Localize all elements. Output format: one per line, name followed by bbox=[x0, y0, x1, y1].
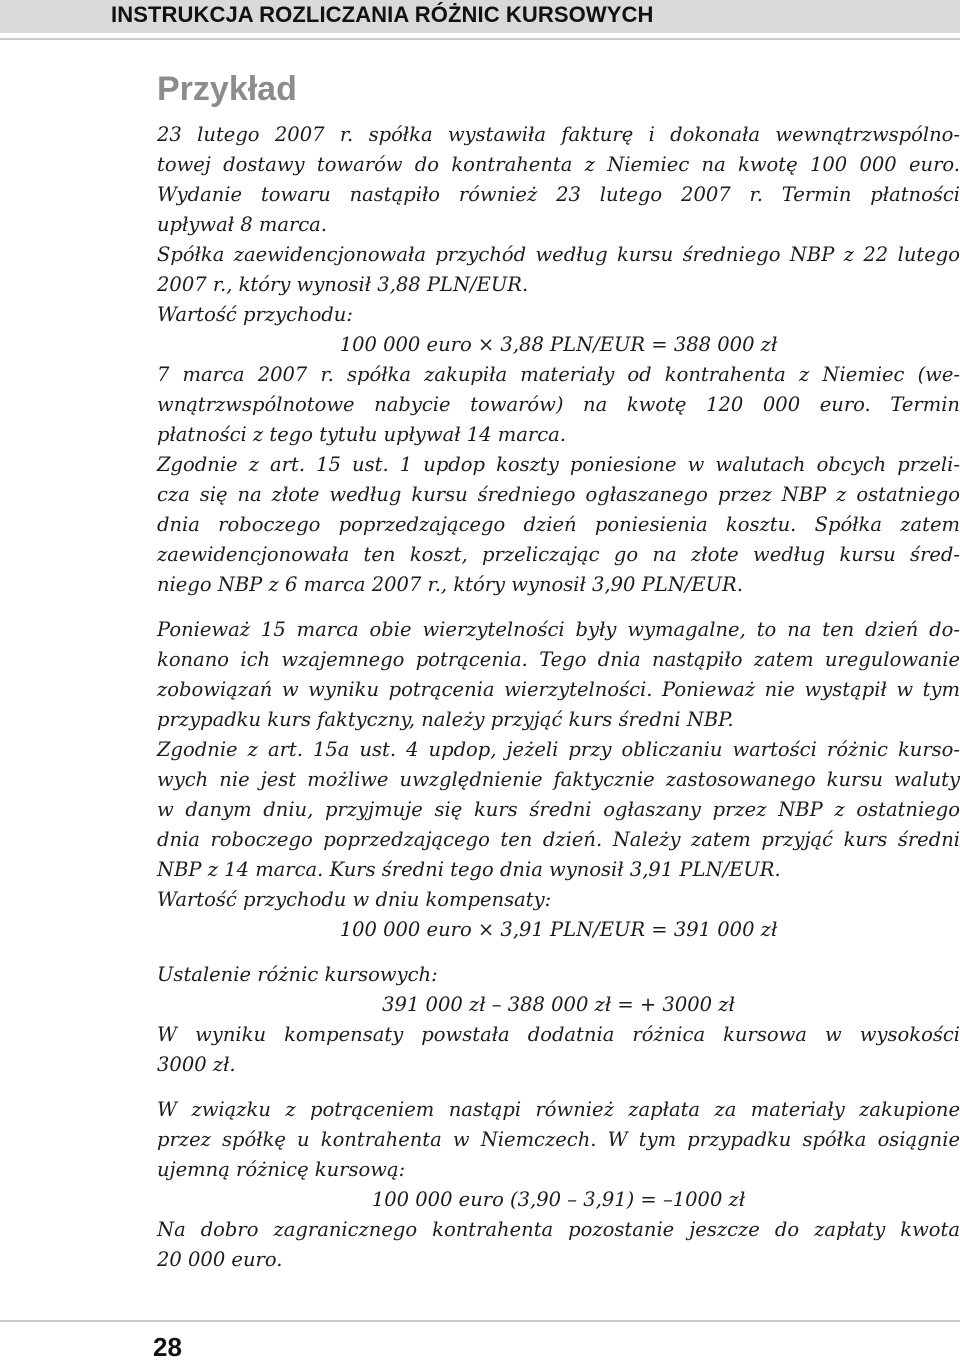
text-line: NBP z 14 marca. Kurs średni tego dnia wynosił 3,91 PLN/EUR. bbox=[157, 858, 781, 881]
text-line: wych nie jest możliwe uwzględnienie faktycznie zastosowanego kursu waluty bbox=[157, 768, 960, 791]
text-line: Wartość przychodu: bbox=[157, 303, 353, 326]
text-line: płatności z tego tytułu upływał 14 marca. bbox=[157, 423, 566, 446]
equation-line: 391 000 zł – 388 000 zł = + 3000 zł bbox=[382, 993, 735, 1016]
text-line: Wydanie towaru nastąpiło również 23 lutego 2007 r. Termin płatności bbox=[157, 183, 960, 206]
running-header-title: INSTRUKCJA ROZLICZANIA RÓŻNIC KURSOWYCH bbox=[111, 2, 654, 27]
text-line: 7 marca 2007 r. spółka zakupiła materiały od kontrahenta z Niemiec (we- bbox=[157, 363, 960, 386]
text-line: upływał 8 marca. bbox=[157, 213, 328, 236]
text-line: Ponieważ 15 marca obie wierzytelności były wymagalne, to na ten dzień do- bbox=[157, 618, 960, 641]
text-line: 3000 zł. bbox=[157, 1053, 236, 1076]
section-title: Przykład bbox=[157, 70, 297, 108]
text-line: wnątrzwspólnotowe nabycie towarów) na kwotę 120 000 euro. Termin bbox=[157, 393, 960, 416]
text-line: Wartość przychodu w dniu kompensaty: bbox=[157, 888, 552, 911]
text-line: Spółka zaewidencjonowała przychód według kursu średniego NBP z 22 lutego bbox=[157, 243, 960, 266]
equation-line: 100 000 euro × 3,88 PLN/EUR = 388 000 zł bbox=[339, 333, 778, 356]
footer-divider bbox=[0, 1320, 960, 1322]
text-line: zobowiązań w wyniku potrącenia wierzytelności. Ponieważ nie wystąpił w tym bbox=[157, 678, 960, 701]
text-line: Ustalenie różnic kursowych: bbox=[157, 963, 438, 986]
text-line: dnia roboczego poprzedzającego ten dzień. Należy zatem przyjąć kurs średni bbox=[157, 828, 960, 851]
paragraph-gap bbox=[157, 1080, 960, 1095]
text-line: 20 000 euro. bbox=[157, 1248, 283, 1271]
text-line: 23 lutego 2007 r. spółka wystawiła fakturę i dokonała wewnątrzwspólno- bbox=[157, 123, 960, 146]
text-line: W wyniku kompensaty powstała dodatnia różnica kursowa w wysokości bbox=[157, 1023, 960, 1046]
text-line: w danym dniu, przyjmuje się kurs średni ogłaszany przez NBP z ostatniego bbox=[157, 798, 960, 821]
text-line: niego NBP z 6 marca 2007 r., który wynosił 3,90 PLN/EUR. bbox=[157, 573, 743, 596]
text-line: Zgodnie z art. 15a ust. 4 updop, jeżeli przy obliczaniu wartości różnic kurso- bbox=[157, 738, 960, 761]
text-line: ujemną różnicę kursową: bbox=[157, 1158, 406, 1181]
text-line: cza się na złote według kursu średniego ogłaszanego przez NBP z ostatniego bbox=[157, 483, 960, 506]
text-line: zaewidencjonowała ten koszt, przeliczając go na złote według kursu śred- bbox=[157, 543, 960, 566]
text-line: Na dobro zagranicznego kontrahenta pozostanie jeszcze do zapłaty kwota bbox=[157, 1218, 960, 1241]
equation-line: 100 000 euro × 3,91 PLN/EUR = 391 000 zł bbox=[339, 918, 778, 941]
paragraph-gap bbox=[157, 600, 960, 615]
text-line: przypadku kurs faktyczny, należy przyjąć kurs średni NBP. bbox=[157, 708, 734, 731]
equation-line: 100 000 euro (3,90 – 3,91) = –1000 zł bbox=[371, 1188, 746, 1211]
text-line: towej dostawy towarów do kontrahenta z Niemiec na kwotę 100 000 euro. bbox=[157, 153, 960, 176]
text-line: 2007 r., który wynosił 3,88 PLN/EUR. bbox=[157, 273, 529, 296]
page-number: 28 bbox=[153, 1332, 182, 1362]
example-body bbox=[157, 120, 960, 1275]
header-divider bbox=[0, 38, 960, 40]
text-line: dnia roboczego poprzedzającego dzień poniesienia kosztu. Spółka zatem bbox=[157, 513, 960, 536]
text-line: W związku z potrąceniem nastąpi również zapłata za materiały zakupione bbox=[157, 1098, 960, 1121]
text-line: przez spółkę u kontrahenta w Niemczech. W tym przypadku spółka osiągnie bbox=[157, 1128, 960, 1151]
paragraph-gap bbox=[157, 945, 960, 960]
text-line: Zgodnie z art. 15 ust. 1 updop koszty poniesione w walutach obcych przeli- bbox=[157, 453, 960, 476]
text-line: konano ich wzajemnego potrącenia. Tego dnia nastąpiło zatem uregulowanie bbox=[157, 648, 960, 671]
